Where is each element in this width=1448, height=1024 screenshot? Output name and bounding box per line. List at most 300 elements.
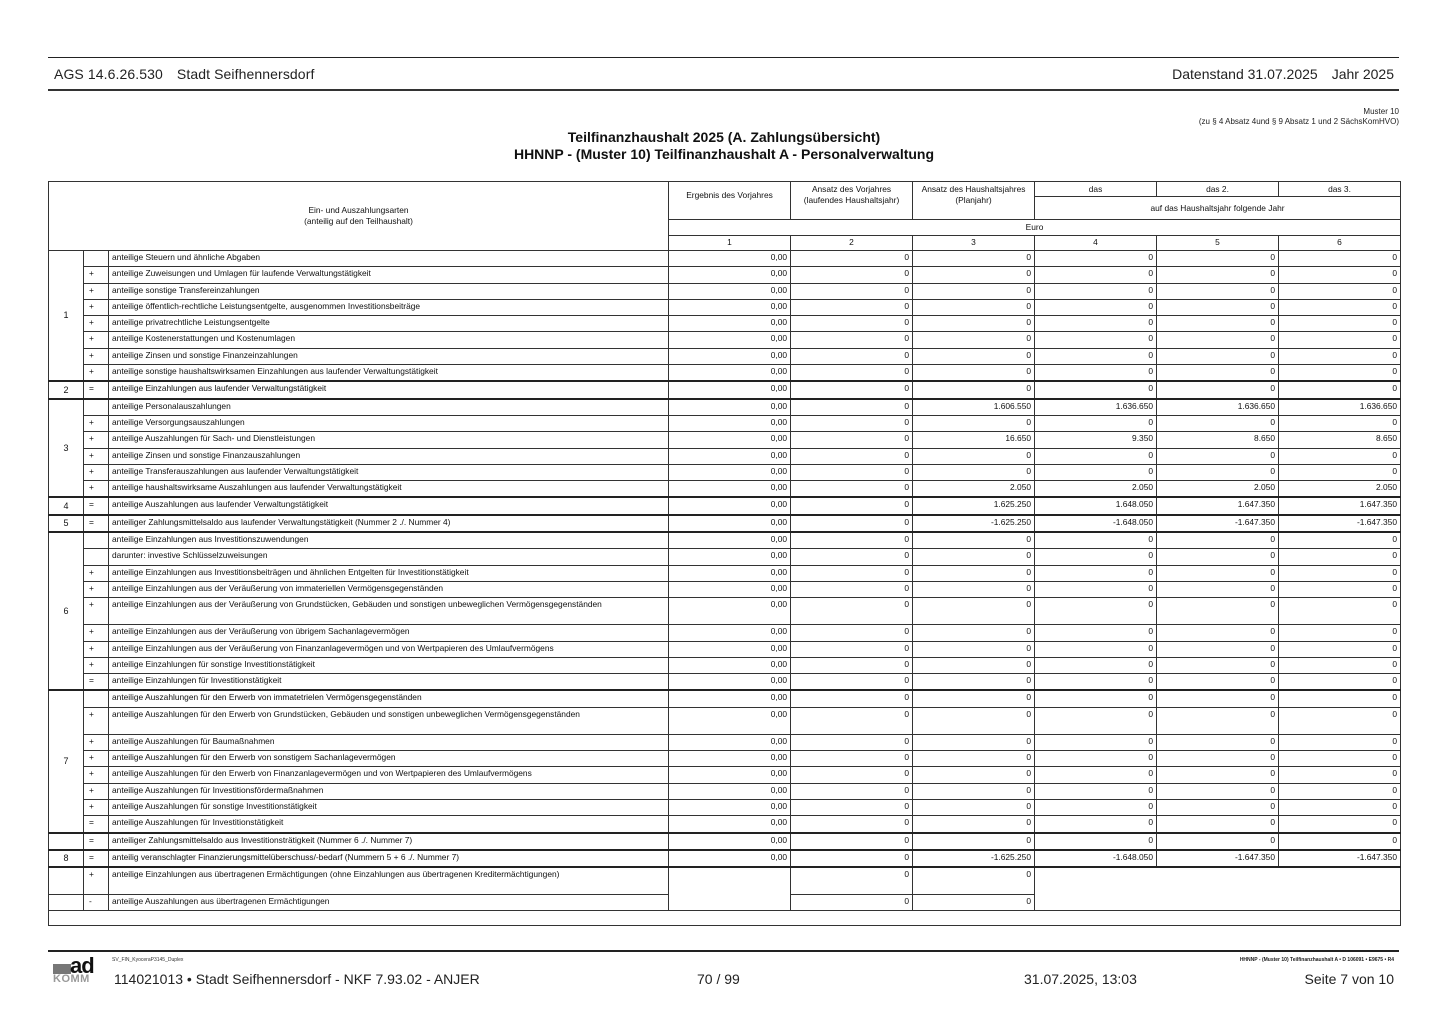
value-cell: 0 bbox=[913, 348, 1035, 364]
following-years-header: auf das Haushaltsjahr folgende Jahr bbox=[1035, 197, 1401, 220]
value-cell: 0 bbox=[1279, 332, 1401, 348]
value-cell: 0 bbox=[1279, 415, 1401, 431]
value-cell: 0 bbox=[791, 448, 913, 464]
value-cell: 0 bbox=[1279, 464, 1401, 480]
row-label: anteilige Auszahlungen für sonstige Investitionstätigkeit bbox=[109, 799, 669, 815]
value-cell: 0 bbox=[1157, 464, 1279, 480]
value-cell: 0 bbox=[791, 799, 913, 815]
value-cell: 0,00 bbox=[669, 365, 791, 382]
value-cell: 0,00 bbox=[669, 283, 791, 299]
value-cell: 0 bbox=[913, 657, 1035, 673]
value-cell: 0 bbox=[1035, 657, 1157, 673]
row-label: anteilige sonstige Transfereinzahlungen bbox=[109, 283, 669, 299]
document-code: HHNNP - (Muster 10) Teilfinanzhaushalt A • D 106091 • E9675 • R4 bbox=[1239, 957, 1394, 963]
value-cell: 0 bbox=[1279, 267, 1401, 283]
table-row bbox=[49, 399, 1401, 416]
row-label: anteilige Auszahlungen für den Erwerb von Grundstücken, Gebäuden und sonstigen unbeweglichen Vermögensgegenständen bbox=[109, 707, 669, 734]
value-cell: 0,00 bbox=[669, 657, 791, 673]
value-cell: 0 bbox=[1157, 833, 1279, 850]
value-cell: 0 bbox=[1157, 799, 1279, 815]
value-cell: 0 bbox=[1279, 674, 1401, 691]
operator-sign: = bbox=[84, 674, 109, 691]
value-cell: 0 bbox=[791, 399, 913, 416]
table-row bbox=[49, 332, 1401, 348]
value-cell: 0 bbox=[913, 299, 1035, 315]
table-row bbox=[49, 751, 1401, 767]
row-label: anteilige Personalauszahlungen bbox=[109, 399, 669, 416]
col-header-5: das 2. bbox=[1157, 182, 1279, 197]
value-cell: 0 bbox=[913, 464, 1035, 480]
value-cell: 0 bbox=[791, 299, 913, 315]
value-cell: 0 bbox=[1035, 751, 1157, 767]
value-cell: 0 bbox=[1157, 581, 1279, 597]
row-label: anteilige Versorgungsauszahlungen bbox=[109, 415, 669, 431]
value-cell: 0 bbox=[791, 751, 913, 767]
group-number: 4 bbox=[49, 497, 84, 514]
value-cell: 0,00 bbox=[669, 850, 791, 867]
value-cell: 0 bbox=[913, 283, 1035, 299]
value-cell: 1.636.650 bbox=[1157, 399, 1279, 416]
value-cell: 0 bbox=[1279, 549, 1401, 565]
value-cell: 0 bbox=[1157, 415, 1279, 431]
table-row bbox=[49, 515, 1401, 532]
data-date: Datenstand 31.07.2025 bbox=[1172, 66, 1318, 82]
footer-document-info: 114021013 • Stadt Seifhennersdorf - NKF 7.93.02 - ANJER bbox=[114, 971, 480, 987]
city-name: Stadt Seifhennersdorf bbox=[176, 66, 315, 82]
empty-cell bbox=[1035, 867, 1401, 911]
row-label: anteilige Zinsen und sonstige Finanzauszahlungen bbox=[109, 448, 669, 464]
row-label: darunter: investive Schlüsselzuweisungen bbox=[109, 549, 669, 565]
operator-sign bbox=[84, 549, 109, 565]
operator-sign: - bbox=[84, 895, 109, 911]
muster-line-2: (zu § 4 Absatz 4und § 9 Absatz 1 und 2 SächsKomHVO) bbox=[1198, 117, 1399, 126]
desc-header bbox=[49, 182, 669, 251]
table-row bbox=[49, 707, 1401, 734]
row-label: anteilige öffentlich-rechtliche Leistungsentgelte, ausgenommen Investitionsbeiträge bbox=[109, 299, 669, 315]
operator-sign: + bbox=[84, 464, 109, 480]
value-cell: 0 bbox=[1279, 348, 1401, 364]
finance-table bbox=[48, 181, 1401, 926]
operator-sign: + bbox=[84, 783, 109, 799]
value-cell: 0 bbox=[1279, 657, 1401, 673]
row-label: anteiliger Zahlungsmittelsaldo aus Investitionsträtigkeit (Nummer 6 ./. Nummer 7) bbox=[109, 833, 669, 850]
row-label: anteilige Auszahlungen für den Erwerb von immatetrielen Vermögensgegenständen bbox=[109, 690, 669, 707]
operator-sign: + bbox=[84, 707, 109, 734]
table-row bbox=[49, 850, 1401, 867]
col-number: 2 bbox=[791, 235, 913, 250]
value-cell: 0 bbox=[1157, 734, 1279, 750]
operator-sign: + bbox=[84, 767, 109, 783]
value-cell: 0 bbox=[1279, 707, 1401, 734]
col-header-3: Ansatz des Haushaltsjahres (Planjahr) bbox=[913, 182, 1035, 220]
value-cell: 0 bbox=[1279, 365, 1401, 382]
value-cell: 2.050 bbox=[1279, 481, 1401, 498]
table-row bbox=[49, 381, 1401, 398]
operator-sign: + bbox=[84, 415, 109, 431]
empty-cell bbox=[669, 867, 791, 911]
operator-sign: + bbox=[84, 481, 109, 498]
value-cell: 0 bbox=[1035, 641, 1157, 657]
value-cell: 0 bbox=[791, 783, 913, 799]
table-footer-row bbox=[49, 911, 1401, 926]
value-cell: 1.636.650 bbox=[1279, 399, 1401, 416]
value-cell: 0 bbox=[1279, 783, 1401, 799]
value-cell: 0 bbox=[1157, 332, 1279, 348]
value-cell: 0,00 bbox=[669, 497, 791, 514]
value-cell: 0 bbox=[1157, 267, 1279, 283]
operator-sign: + bbox=[84, 565, 109, 581]
value-cell: 0,00 bbox=[669, 549, 791, 565]
value-cell: -1.625.250 bbox=[913, 515, 1035, 532]
value-cell: 0 bbox=[913, 598, 1035, 625]
value-cell: 0 bbox=[1279, 799, 1401, 815]
value-cell: 0 bbox=[913, 816, 1035, 833]
operator-sign: = bbox=[84, 497, 109, 514]
table-row bbox=[49, 299, 1401, 315]
table-row bbox=[49, 432, 1401, 448]
value-cell: 0 bbox=[1279, 598, 1401, 625]
table-row bbox=[49, 767, 1401, 783]
value-cell: 0 bbox=[913, 415, 1035, 431]
operator-sign: + bbox=[84, 365, 109, 382]
value-cell: 0 bbox=[791, 867, 913, 895]
value-cell: 0,00 bbox=[669, 751, 791, 767]
value-cell: -1.647.350 bbox=[1279, 850, 1401, 867]
value-cell: 0 bbox=[791, 481, 913, 498]
group-number bbox=[49, 867, 84, 895]
muster-reference bbox=[1199, 107, 1399, 127]
value-cell: 0 bbox=[1279, 833, 1401, 850]
table-row bbox=[49, 783, 1401, 799]
unit-header: Euro bbox=[669, 220, 1401, 235]
value-cell: 0 bbox=[1157, 690, 1279, 707]
value-cell: 0 bbox=[1157, 598, 1279, 625]
value-cell: 0 bbox=[791, 674, 913, 691]
row-label: anteilige Einzahlungen aus Investitionszuwendungen bbox=[109, 532, 669, 549]
value-cell: 0 bbox=[1279, 641, 1401, 657]
table-row bbox=[49, 532, 1401, 549]
value-cell: 0 bbox=[1035, 348, 1157, 364]
value-cell: 2.050 bbox=[913, 481, 1035, 498]
value-cell: 0 bbox=[913, 332, 1035, 348]
value-cell: -1.648.050 bbox=[1035, 850, 1157, 867]
group-number: 1 bbox=[49, 251, 84, 382]
row-label: anteilige Zinsen und sonstige Finanzeinzahlungen bbox=[109, 348, 669, 364]
value-cell: 0,00 bbox=[669, 816, 791, 833]
operator-sign: + bbox=[84, 734, 109, 750]
value-cell: 0 bbox=[1035, 299, 1157, 315]
value-cell: 0 bbox=[791, 816, 913, 833]
row-label: anteilige Zuweisungen und Umlagen für laufende Verwaltungstätigkeit bbox=[109, 267, 669, 283]
row-label: anteiliger Zahlungsmittelsaldo aus laufender Verwaltungstätigkeit (Nummer 2 ./. Nummer 4) bbox=[109, 515, 669, 532]
value-cell: 0 bbox=[1157, 707, 1279, 734]
value-cell: 0 bbox=[913, 581, 1035, 597]
value-cell: -1.647.350 bbox=[1157, 515, 1279, 532]
operator-sign: + bbox=[84, 799, 109, 815]
page-number: Seite 7 von 10 bbox=[1304, 971, 1394, 987]
printer-name: SV_FIN_KyoceraP3145_Duplex bbox=[112, 957, 184, 963]
operator-sign: = bbox=[84, 381, 109, 398]
value-cell: 0,00 bbox=[669, 481, 791, 498]
value-cell: 0 bbox=[1157, 365, 1279, 382]
operator-sign bbox=[84, 399, 109, 416]
value-cell: 0 bbox=[1157, 283, 1279, 299]
table-row bbox=[49, 867, 1401, 895]
value-cell: 0 bbox=[791, 283, 913, 299]
value-cell: 0 bbox=[791, 267, 913, 283]
value-cell: 0 bbox=[913, 707, 1035, 734]
value-cell: 0 bbox=[1279, 532, 1401, 549]
value-cell: 0 bbox=[1279, 299, 1401, 315]
value-cell: 0 bbox=[913, 549, 1035, 565]
value-cell: 0 bbox=[913, 565, 1035, 581]
col-number: 6 bbox=[1279, 235, 1401, 250]
value-cell: 1.625.250 bbox=[913, 497, 1035, 514]
value-cell: 0,00 bbox=[669, 581, 791, 597]
table-row bbox=[49, 316, 1401, 332]
row-label: anteilige Einzahlungen für sonstige Investitionstätigkeit bbox=[109, 657, 669, 673]
value-cell: 1.636.650 bbox=[1035, 399, 1157, 416]
value-cell: 0 bbox=[913, 532, 1035, 549]
operator-sign bbox=[84, 690, 109, 707]
table-row bbox=[49, 674, 1401, 691]
value-cell: 0 bbox=[1157, 625, 1279, 641]
value-cell: 0 bbox=[913, 799, 1035, 815]
value-cell: 0 bbox=[913, 365, 1035, 382]
desc-header-line-1: Ein- und Auszahlungsarten bbox=[308, 205, 409, 215]
value-cell: 0 bbox=[791, 833, 913, 850]
value-cell: 0 bbox=[1035, 549, 1157, 565]
value-cell: 0 bbox=[913, 267, 1035, 283]
value-cell: 0 bbox=[1035, 707, 1157, 734]
value-cell: 0 bbox=[1157, 767, 1279, 783]
value-cell: 0,00 bbox=[669, 532, 791, 549]
value-cell: 0 bbox=[791, 332, 913, 348]
operator-sign: + bbox=[84, 625, 109, 641]
value-cell: 0 bbox=[791, 464, 913, 480]
value-cell: 0 bbox=[791, 381, 913, 398]
value-cell: 0 bbox=[791, 515, 913, 532]
value-cell: 0 bbox=[1279, 751, 1401, 767]
value-cell: 0,00 bbox=[669, 783, 791, 799]
operator-sign: + bbox=[84, 448, 109, 464]
value-cell: 0 bbox=[913, 674, 1035, 691]
row-label: anteilige Einzahlungen aus laufender Verwaltungstätigkeit bbox=[109, 381, 669, 398]
value-cell: 0 bbox=[1279, 381, 1401, 398]
value-cell: 0 bbox=[1035, 332, 1157, 348]
operator-sign: + bbox=[84, 641, 109, 657]
row-label: anteilige Auszahlungen für Investitionsfördermaßnahmen bbox=[109, 783, 669, 799]
value-cell: 0 bbox=[791, 850, 913, 867]
value-cell: 0,00 bbox=[669, 399, 791, 416]
value-cell: 0 bbox=[1035, 365, 1157, 382]
operator-sign: + bbox=[84, 332, 109, 348]
operator-sign: + bbox=[84, 581, 109, 597]
value-cell: 0 bbox=[1157, 674, 1279, 691]
value-cell: 0 bbox=[791, 734, 913, 750]
group-number bbox=[49, 833, 84, 850]
col-number: 4 bbox=[1035, 235, 1157, 250]
value-cell: 0 bbox=[1279, 251, 1401, 267]
table-row bbox=[49, 251, 1401, 267]
value-cell: 0 bbox=[1035, 448, 1157, 464]
value-cell: 0 bbox=[1279, 625, 1401, 641]
print-datetime: 31.07.2025, 13:03 bbox=[1024, 971, 1137, 987]
group-number: 8 bbox=[49, 850, 84, 867]
table-row bbox=[49, 497, 1401, 514]
year: Jahr 2025 bbox=[1331, 66, 1394, 82]
value-cell: 0 bbox=[913, 625, 1035, 641]
value-cell: 2.050 bbox=[1035, 481, 1157, 498]
value-cell: 0 bbox=[1157, 657, 1279, 673]
col-header-6: das 3. bbox=[1279, 182, 1401, 197]
value-cell: 0 bbox=[913, 867, 1035, 895]
value-cell: 0,00 bbox=[669, 299, 791, 315]
value-cell: 0 bbox=[1279, 565, 1401, 581]
value-cell: 0 bbox=[791, 365, 913, 382]
row-label: anteilige Auszahlungen für Investitionstätigkeit bbox=[109, 816, 669, 833]
row-label: anteilige Auszahlungen für den Erwerb von Finanzanlagevermögen und von Wertpapieren des Umlaufvermögens bbox=[109, 767, 669, 783]
value-cell: 0 bbox=[791, 690, 913, 707]
value-cell: -1.625.250 bbox=[913, 850, 1035, 867]
value-cell: 0 bbox=[791, 767, 913, 783]
value-cell: 0 bbox=[1035, 316, 1157, 332]
value-cell: 0 bbox=[913, 767, 1035, 783]
value-cell: 0 bbox=[791, 565, 913, 581]
operator-sign: + bbox=[84, 267, 109, 283]
table-row bbox=[49, 734, 1401, 750]
value-cell: 0 bbox=[791, 497, 913, 514]
table-row bbox=[49, 565, 1401, 581]
table-row bbox=[49, 598, 1401, 625]
operator-sign: = bbox=[84, 816, 109, 833]
value-cell: 0 bbox=[791, 657, 913, 673]
row-label: anteilige Einzahlungen aus der Veräußerung von immateriellen Vermögensgegenständen bbox=[109, 581, 669, 597]
value-cell: 0,00 bbox=[669, 641, 791, 657]
table-row bbox=[49, 799, 1401, 815]
value-cell: 0 bbox=[1035, 783, 1157, 799]
value-cell: 0 bbox=[791, 549, 913, 565]
value-cell: 8.650 bbox=[1157, 432, 1279, 448]
operator-sign bbox=[84, 251, 109, 267]
value-cell: 0 bbox=[1157, 381, 1279, 398]
value-cell: 0,00 bbox=[669, 767, 791, 783]
row-label: anteilige Auszahlungen für Sach- und Dienstleistungen bbox=[109, 432, 669, 448]
group-number bbox=[49, 895, 84, 911]
value-cell: 9.350 bbox=[1035, 432, 1157, 448]
table-row bbox=[49, 657, 1401, 673]
header-left bbox=[54, 66, 314, 82]
table-row bbox=[49, 816, 1401, 833]
col-header-2: Ansatz des Vorjahres (laufendes Haushaltsjahr) bbox=[791, 182, 913, 220]
value-cell: 1.647.350 bbox=[1157, 497, 1279, 514]
operator-sign: + bbox=[84, 598, 109, 625]
value-cell: 1.647.350 bbox=[1279, 497, 1401, 514]
table-row bbox=[49, 625, 1401, 641]
row-label: anteilige Einzahlungen aus der Veräußerung von Finanzanlagevermögen und von Wertpapieren des Umlaufvermögens bbox=[109, 641, 669, 657]
value-cell: 0,00 bbox=[669, 598, 791, 625]
value-cell: 0 bbox=[1035, 816, 1157, 833]
header-top-rule bbox=[48, 57, 1399, 58]
group-number: 5 bbox=[49, 515, 84, 532]
operator-sign: = bbox=[84, 833, 109, 850]
value-cell: 0,00 bbox=[669, 734, 791, 750]
value-cell: 0 bbox=[1279, 767, 1401, 783]
value-cell: 0 bbox=[1157, 299, 1279, 315]
value-cell: 0 bbox=[1279, 690, 1401, 707]
row-label: anteilige Auszahlungen aus übertragenen Ermächtigungen bbox=[109, 895, 669, 911]
value-cell: 0 bbox=[1157, 565, 1279, 581]
value-cell: 0,00 bbox=[669, 432, 791, 448]
row-label: anteilige Auszahlungen für den Erwerb von sonstigem Sachanlagevermögen bbox=[109, 751, 669, 767]
value-cell: 0 bbox=[791, 532, 913, 549]
row-label: anteilige Einzahlungen aus übertragenen Ermächtigungen (ohne Einzahlungen aus übertragenen Kreditermächtigungen) bbox=[109, 867, 669, 895]
value-cell: 0,00 bbox=[669, 415, 791, 431]
value-cell: 0 bbox=[1279, 816, 1401, 833]
value-cell: 0 bbox=[913, 690, 1035, 707]
value-cell: 0 bbox=[1035, 415, 1157, 431]
row-label: anteilige Transferauszahlungen aus laufender Verwaltungstätigkeit bbox=[109, 464, 669, 480]
group-number: 7 bbox=[49, 690, 84, 832]
value-cell: 0 bbox=[1157, 448, 1279, 464]
row-label: anteilige Einzahlungen aus der Veräußerung von Grundstücken, Gebäuden und sonstigen unbeweglichen Vermögensgegenständen bbox=[109, 598, 669, 625]
operator-sign: + bbox=[84, 751, 109, 767]
operator-sign: + bbox=[84, 657, 109, 673]
value-cell: 0,00 bbox=[669, 690, 791, 707]
value-cell: 0,00 bbox=[669, 267, 791, 283]
value-cell: 16.650 bbox=[913, 432, 1035, 448]
table-row bbox=[49, 549, 1401, 565]
value-cell: 0 bbox=[1279, 734, 1401, 750]
table-row bbox=[49, 415, 1401, 431]
value-cell: 0 bbox=[1035, 283, 1157, 299]
row-label: anteilige Auszahlungen aus laufender Verwaltungstätigkeit bbox=[109, 497, 669, 514]
value-cell: 0 bbox=[1035, 267, 1157, 283]
table-row bbox=[49, 581, 1401, 597]
table-row bbox=[49, 283, 1401, 299]
row-label: anteilige Einzahlungen aus Investitionsbeiträgen und ähnlichen Entgelten für Investitionstätigkeit bbox=[109, 565, 669, 581]
value-cell: 0 bbox=[791, 348, 913, 364]
value-cell: 0 bbox=[791, 895, 913, 911]
value-cell: 0 bbox=[1157, 549, 1279, 565]
operator-sign: + bbox=[84, 316, 109, 332]
desc-header-line-2: (anteilig auf den Teilhaushalt) bbox=[304, 216, 413, 226]
value-cell: 0 bbox=[791, 251, 913, 267]
value-cell: 0 bbox=[1035, 598, 1157, 625]
title-line-2: HHNNP - (Muster 10) Teilfinanzhaushalt A - Personalverwaltung bbox=[513, 146, 935, 162]
table-row bbox=[49, 481, 1401, 498]
value-cell: 0,00 bbox=[669, 799, 791, 815]
value-cell: 0 bbox=[913, 783, 1035, 799]
value-cell: 0 bbox=[913, 251, 1035, 267]
value-cell: 0,00 bbox=[669, 625, 791, 641]
table-row bbox=[49, 267, 1401, 283]
header-bottom-rule bbox=[48, 89, 1399, 91]
row-label: anteilige Auszahlungen für Baumaßnahmen bbox=[109, 734, 669, 750]
ags-code: AGS 14.6.26.530 bbox=[54, 66, 163, 82]
value-cell: 0 bbox=[1157, 316, 1279, 332]
value-cell: 0 bbox=[1035, 625, 1157, 641]
value-cell: -1.647.350 bbox=[1157, 850, 1279, 867]
footer-rule bbox=[48, 950, 1399, 952]
col-number: 3 bbox=[913, 235, 1035, 250]
table-row bbox=[49, 641, 1401, 657]
value-cell: 0,00 bbox=[669, 381, 791, 398]
value-cell: 0 bbox=[1157, 816, 1279, 833]
value-cell: 0 bbox=[913, 448, 1035, 464]
value-cell: 0 bbox=[913, 734, 1035, 750]
value-cell: -1.648.050 bbox=[1035, 515, 1157, 532]
